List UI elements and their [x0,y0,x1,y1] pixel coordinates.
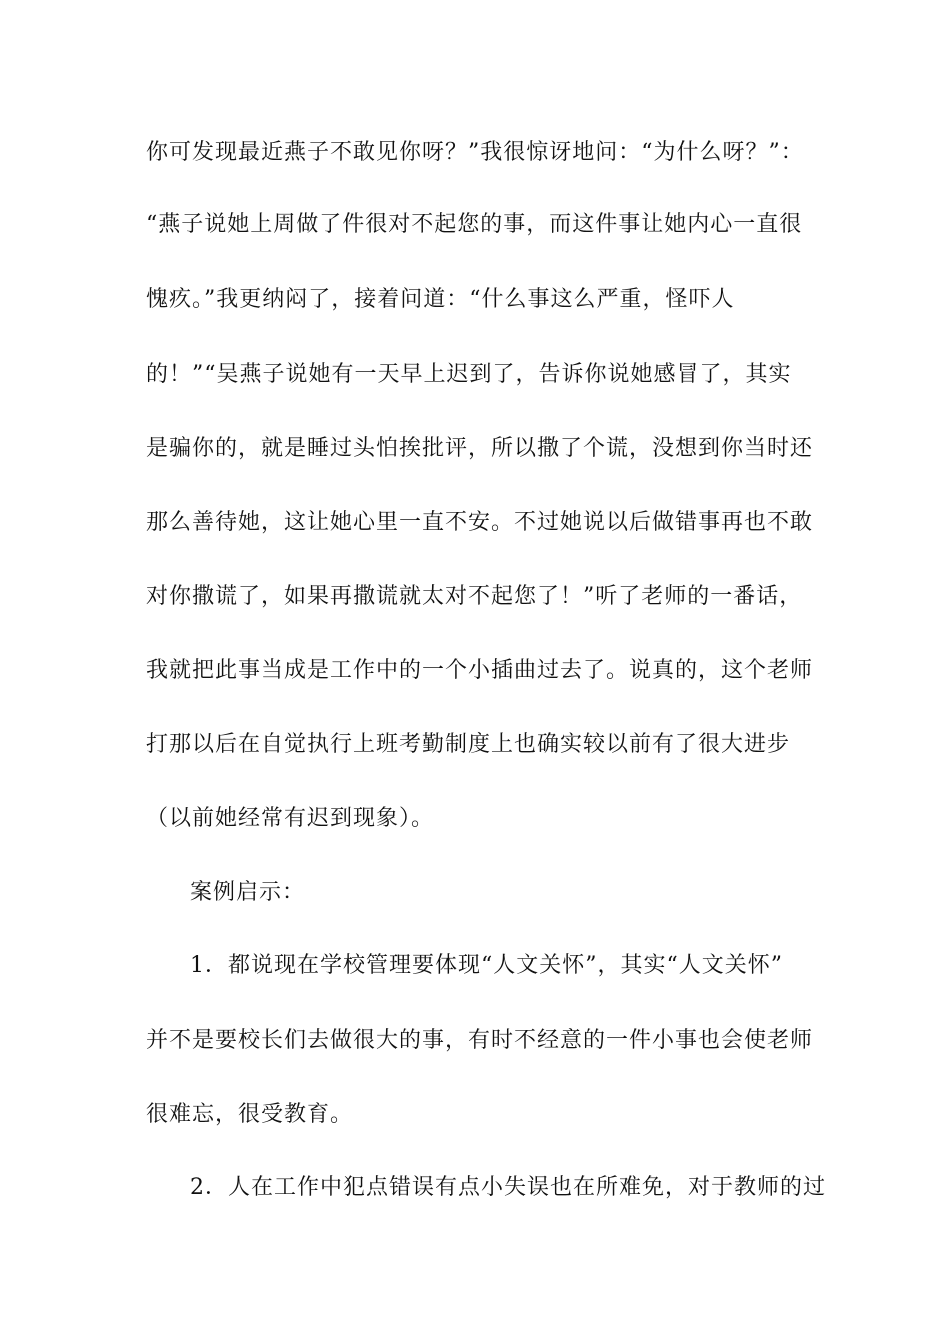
text-line: 那么善待她，这让她心里一直不安。不过她说以后做错事再也不敢 [146,510,814,535]
text-line: 很难忘，很受教育。 [146,1102,354,1127]
text-line: 是骗你的，就是睡过头怕挨批评，所以撒了个谎，没想到你当时还 [146,436,814,461]
text-line: 并不是要校长们去做很大的事，有时不经意的一件小事也会使老师 [146,1028,814,1053]
text-line: 对你撒谎了，如果再撒谎就太对不起您了！”听了老师的一番话， [146,584,803,609]
text-line: “燕子说她上周做了件很对不起您的事，而这件事让她内心一直很 [146,212,803,237]
section-heading: 案例启示： [190,880,306,905]
numbered-point-2: 2．人在工作中犯点错误有点小失误也在所难免，对于教师的过 [190,1175,826,1200]
text-line: 你可发现最近燕子不敢见你呀？”我很惊讶地问：“为什么呀？”： [146,140,804,165]
text-line: 的！”“吴燕子说她有一天早上迟到了，告诉你说她感冒了，其实 [146,362,792,387]
text-line: 我就把此事当成是工作中的一个小插曲过去了。说真的，这个老师 [146,658,814,683]
numbered-point-1: 1．都说现在学校管理要体现“人文关怀”，其实“人文关怀” [190,953,783,978]
text-line: （以前她经常有迟到现象）。 [146,806,435,831]
text-line: 愧疚。”我更纳闷了，接着问道：“什么事这么严重，怪吓人 [146,287,735,312]
text-line: 打那以后在自觉执行上班考勤制度上也确实较以前有了很大进步 [146,732,791,757]
